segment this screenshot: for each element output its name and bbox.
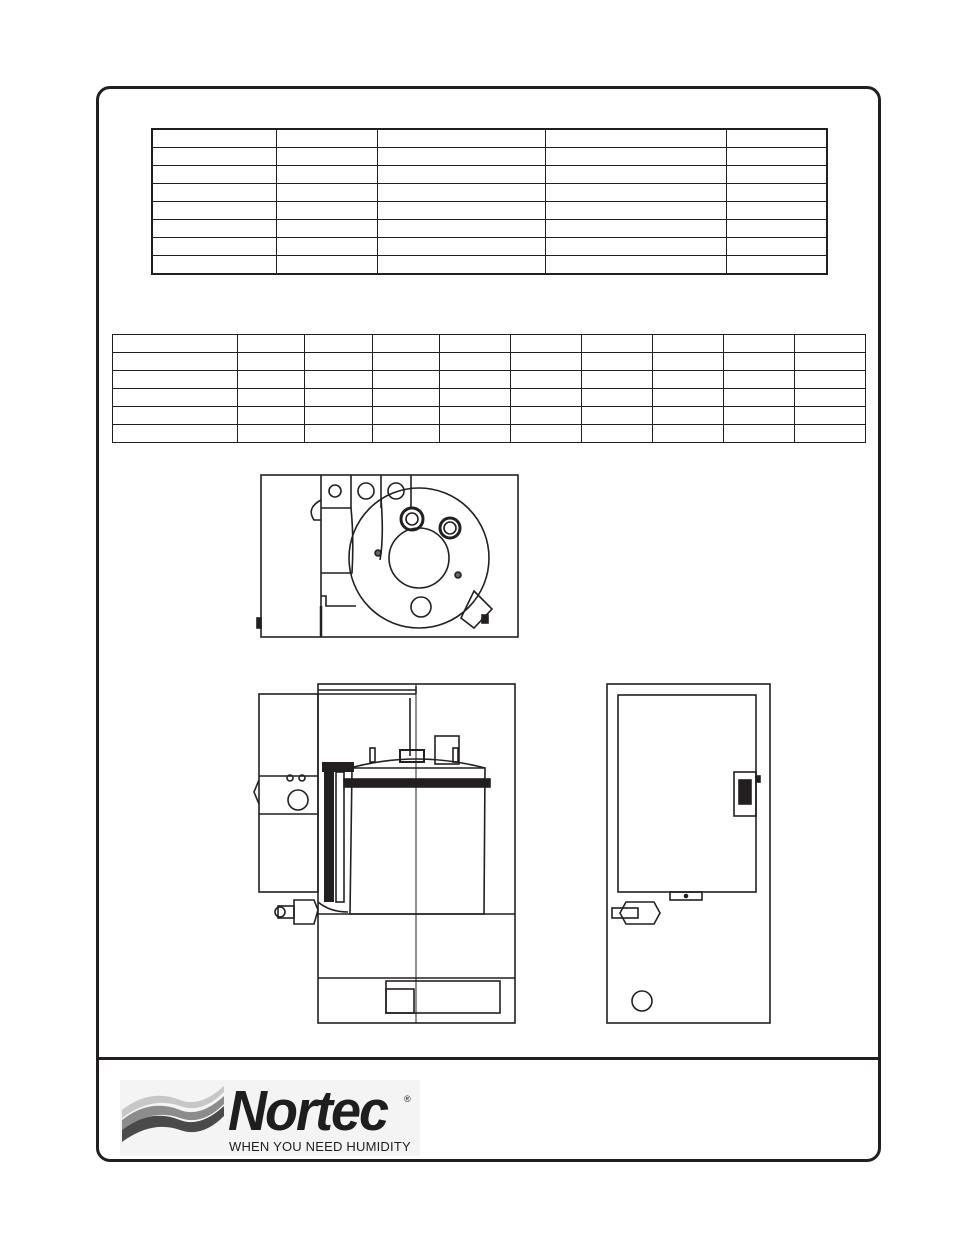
dimension-table-cell xyxy=(113,371,238,389)
dimension-table-row xyxy=(113,335,866,353)
spec-table-cell xyxy=(545,148,726,166)
dimension-table-cell xyxy=(795,407,866,425)
dimension-table-cell xyxy=(305,353,373,371)
spec-table-cell xyxy=(276,166,377,184)
dimension-table-cell xyxy=(653,335,724,353)
spec-table-cell xyxy=(545,256,726,275)
dimension-table-cell xyxy=(511,407,582,425)
dimension-table-cell xyxy=(724,407,795,425)
spec-table-cell xyxy=(152,238,276,256)
spec-table-cell xyxy=(545,166,726,184)
spec-table-cell xyxy=(377,220,545,238)
dimension-table-cell xyxy=(653,353,724,371)
dimension-table-cell xyxy=(373,335,440,353)
spec-table-cell xyxy=(726,238,827,256)
dimension-table-cell xyxy=(653,389,724,407)
dimension-table-cell xyxy=(653,371,724,389)
spec-table-cell xyxy=(276,184,377,202)
humidifier-top-view-icon xyxy=(254,468,524,644)
dimension-table-cell xyxy=(582,371,653,389)
dimension-table-cell xyxy=(582,353,653,371)
dimension-table-cell xyxy=(724,353,795,371)
dimension-table-cell xyxy=(238,407,305,425)
spec-table-cell xyxy=(726,202,827,220)
dimension-table-cell xyxy=(440,371,511,389)
spec-table-cell xyxy=(726,148,827,166)
spec-table-cell xyxy=(545,220,726,238)
dimension-table-cell xyxy=(440,407,511,425)
spec-table-row xyxy=(152,238,827,256)
dimension-table-cell xyxy=(238,371,305,389)
dimension-table-cell xyxy=(305,335,373,353)
spec-table-cell xyxy=(726,256,827,275)
dimension-table-cell xyxy=(511,353,582,371)
spec-table-cell xyxy=(545,202,726,220)
dimension-table-cell xyxy=(440,335,511,353)
spec-table-cell xyxy=(152,202,276,220)
dimension-table-cell xyxy=(582,389,653,407)
spec-table-cell xyxy=(377,129,545,148)
dimension-table-cell xyxy=(653,425,724,443)
spec-table-row xyxy=(152,202,827,220)
dimension-table-cell xyxy=(511,371,582,389)
dimension-table-cell xyxy=(795,389,866,407)
spec-table-cell xyxy=(726,166,827,184)
spec-table-cell xyxy=(377,238,545,256)
spec-table-cell xyxy=(152,148,276,166)
spec-table-row xyxy=(152,256,827,275)
dimension-table-cell xyxy=(795,425,866,443)
dimension-table-cell xyxy=(238,335,305,353)
spec-table-row xyxy=(152,184,827,202)
humidifier-side-view-icon xyxy=(602,680,776,1028)
spec-table-cell xyxy=(152,166,276,184)
spec-table-cell xyxy=(276,148,377,166)
dimension-table-cell xyxy=(582,335,653,353)
dimension-table-cell xyxy=(440,389,511,407)
dimension-table-cell xyxy=(113,353,238,371)
dimension-table-cell xyxy=(373,407,440,425)
spec-table-cell xyxy=(276,238,377,256)
dimension-table-cell xyxy=(113,407,238,425)
dimension-table-cell xyxy=(373,425,440,443)
spec-table-cell xyxy=(545,129,726,148)
humidifier-front-view-icon xyxy=(250,680,520,1028)
dimension-table-cell xyxy=(724,371,795,389)
dimension-table-cell xyxy=(653,407,724,425)
brand-tagline: WHEN YOU NEED HUMIDITY xyxy=(229,1139,411,1154)
dimension-table-cell xyxy=(238,353,305,371)
dimension-table-cell xyxy=(582,425,653,443)
dimension-table-cell xyxy=(238,389,305,407)
spec-table-cell xyxy=(152,256,276,275)
spec-table-cell xyxy=(726,129,827,148)
spec-table-cell xyxy=(545,238,726,256)
spec-table-cell xyxy=(276,220,377,238)
spec-table xyxy=(151,128,828,275)
spec-table-cell xyxy=(377,184,545,202)
spec-table-cell xyxy=(152,129,276,148)
dimension-table-cell xyxy=(238,425,305,443)
registered-mark: ® xyxy=(404,1094,411,1104)
spec-table-cell xyxy=(276,202,377,220)
footer-divider xyxy=(97,1057,881,1060)
dimension-table-row xyxy=(113,425,866,443)
spec-table-row xyxy=(152,166,827,184)
dimension-table-cell xyxy=(724,335,795,353)
spec-table-cell xyxy=(726,220,827,238)
dimension-table-cell xyxy=(724,389,795,407)
dimension-table-row xyxy=(113,389,866,407)
dimension-table-cell xyxy=(795,371,866,389)
spec-table-cell xyxy=(276,129,377,148)
spec-table-cell xyxy=(377,166,545,184)
dimension-table-cell xyxy=(511,425,582,443)
dimension-table-cell xyxy=(795,335,866,353)
dimension-table-cell xyxy=(113,335,238,353)
dimension-table-row xyxy=(113,353,866,371)
dimension-table-cell xyxy=(440,353,511,371)
dimension-table-cell xyxy=(440,425,511,443)
dimension-table-cell xyxy=(511,389,582,407)
dimension-table-cell xyxy=(373,389,440,407)
spec-table-row xyxy=(152,129,827,148)
dimension-table-cell xyxy=(373,371,440,389)
dimension-table-row xyxy=(113,371,866,389)
spec-table-cell xyxy=(377,148,545,166)
spec-table-cell xyxy=(276,256,377,275)
dimension-table-cell xyxy=(305,371,373,389)
spec-table-row xyxy=(152,148,827,166)
dimension-table-cell xyxy=(305,425,373,443)
dimension-table-cell xyxy=(511,335,582,353)
dimension-table-cell xyxy=(724,425,795,443)
dimension-table-cell xyxy=(113,425,238,443)
dimension-table-cell xyxy=(795,353,866,371)
dimension-table-cell xyxy=(582,407,653,425)
spec-table-cell xyxy=(152,184,276,202)
spec-table-cell xyxy=(726,184,827,202)
spec-table-cell xyxy=(545,184,726,202)
dimension-table-cell xyxy=(305,407,373,425)
spec-table-cell xyxy=(377,256,545,275)
brand-name: Nortec xyxy=(228,1079,388,1143)
spec-table-row xyxy=(152,220,827,238)
dimension-table xyxy=(112,334,866,443)
spec-table-cell xyxy=(152,220,276,238)
dimension-table-cell xyxy=(113,389,238,407)
spec-table-cell xyxy=(377,202,545,220)
dimension-table-cell xyxy=(373,353,440,371)
dimension-table-row xyxy=(113,407,866,425)
dimension-table-cell xyxy=(305,389,373,407)
